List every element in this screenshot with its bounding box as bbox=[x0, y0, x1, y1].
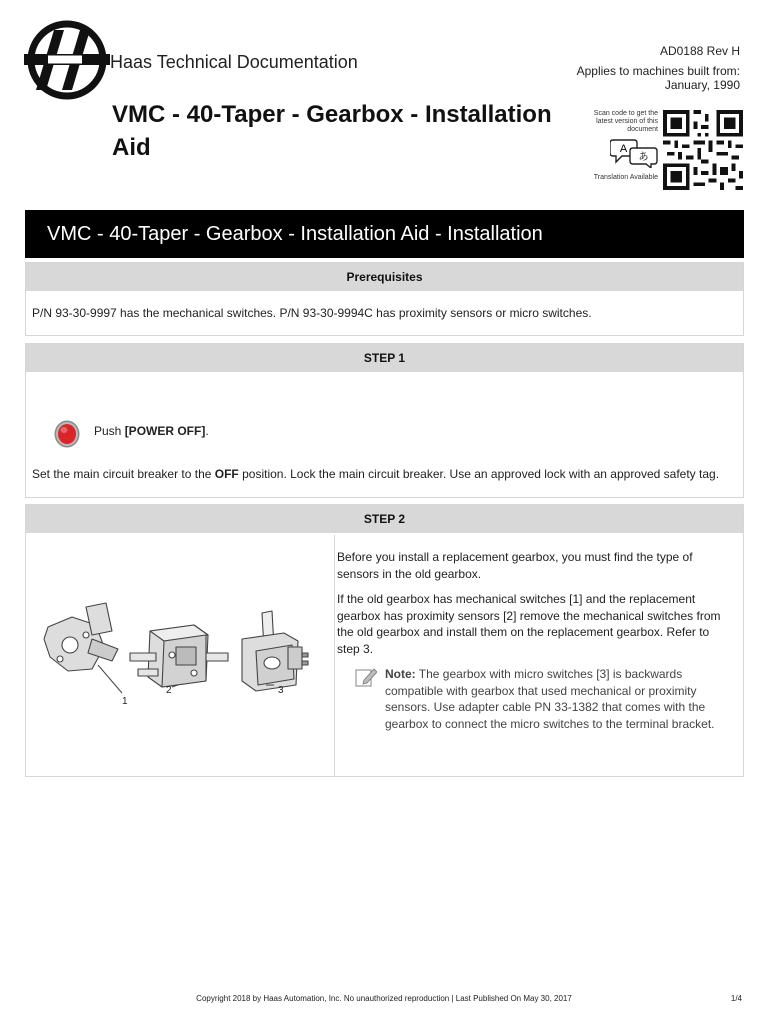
step-2-heading: STEP 2 bbox=[26, 505, 743, 533]
prerequisites-heading: Prerequisites bbox=[26, 263, 743, 291]
prerequisites-box bbox=[25, 262, 744, 336]
breaker-prefix: Set the main circuit breaker to the bbox=[32, 467, 215, 481]
doc-id: AD0188 Rev H bbox=[659, 44, 740, 58]
step-1-heading: STEP 1 bbox=[26, 344, 743, 372]
power-off-button-icon bbox=[54, 420, 80, 448]
step-1-box bbox=[25, 343, 744, 498]
note-pencil-icon bbox=[355, 667, 377, 687]
push-suffix: . bbox=[205, 424, 209, 438]
translation-glyph-b: あ bbox=[638, 152, 649, 163]
qr-note: Scan code to get the latest version of this document bbox=[593, 110, 658, 133]
applies-line-1: Applies to machines built from: bbox=[576, 64, 740, 78]
callout-3: 3 bbox=[278, 685, 284, 696]
qr-code[interactable] bbox=[663, 108, 743, 192]
translation-glyph-a: A bbox=[619, 143, 628, 155]
section-title: VMC - 40-Taper - Gearbox - Installation Aid - Installation bbox=[25, 210, 744, 258]
document-info bbox=[577, 44, 740, 92]
callout-1: 1 bbox=[122, 696, 128, 707]
brand-name: Haas Technical Documentation bbox=[110, 52, 358, 72]
power-off-instruction bbox=[94, 424, 209, 438]
note-block bbox=[337, 666, 733, 732]
page-title: VMC - 40-Taper - Gearbox - Installation Aid bbox=[112, 101, 552, 161]
page-number: 1/4 bbox=[730, 994, 742, 1003]
prerequisites-text: P/N 93-30-9997 has the mechanical switches. P/N 93-30-9994C has proximity sensors or micro switches. bbox=[32, 306, 592, 320]
translation-note: Translation Available bbox=[593, 174, 658, 181]
breaker-suffix: position. Lock the main circuit breaker. Use an approved lock with an approved safety tag. bbox=[238, 467, 720, 481]
haas-logo bbox=[24, 20, 110, 100]
note-text: The gearbox with micro switches [3] is backwards compatible with gearbox that used mechanical or proximity sensors. Use adapter cable PN 33-1382 that comes with the gearbox to connect the micro switches to the terminal bracket. bbox=[385, 667, 715, 731]
breaker-off: OFF bbox=[214, 467, 239, 481]
translation-icon bbox=[610, 138, 658, 168]
note-label: Note: bbox=[385, 667, 416, 681]
applies-line-2: January, 1990 bbox=[664, 78, 740, 92]
step-2-box bbox=[25, 504, 744, 777]
step-2-paragraph-2: If the old gearbox has mechanical switches [1] and the replacement gearbox has proximity sensors [2] remove the mechanical switches from the old gearbox and install them on the replacement gearbox. Refer to step 3. bbox=[337, 592, 721, 656]
circuit-breaker-instruction bbox=[32, 467, 719, 481]
step-2-text bbox=[337, 549, 733, 732]
gearbox-sensors-drawing bbox=[26, 535, 334, 777]
sensor-illustration bbox=[26, 535, 335, 777]
push-prefix: Push bbox=[94, 424, 125, 438]
power-off-key: [POWER OFF] bbox=[124, 424, 206, 438]
copyright-text: Copyright 2018 by Haas Automation, Inc. No unauthorized reproduction | Last Published On May 30, 2017 bbox=[196, 994, 572, 1003]
callout-2: 2 bbox=[166, 685, 172, 696]
step-2-paragraph-1: Before you install a replacement gearbox, you must find the type of sensors in the old gearbox. bbox=[337, 550, 693, 581]
